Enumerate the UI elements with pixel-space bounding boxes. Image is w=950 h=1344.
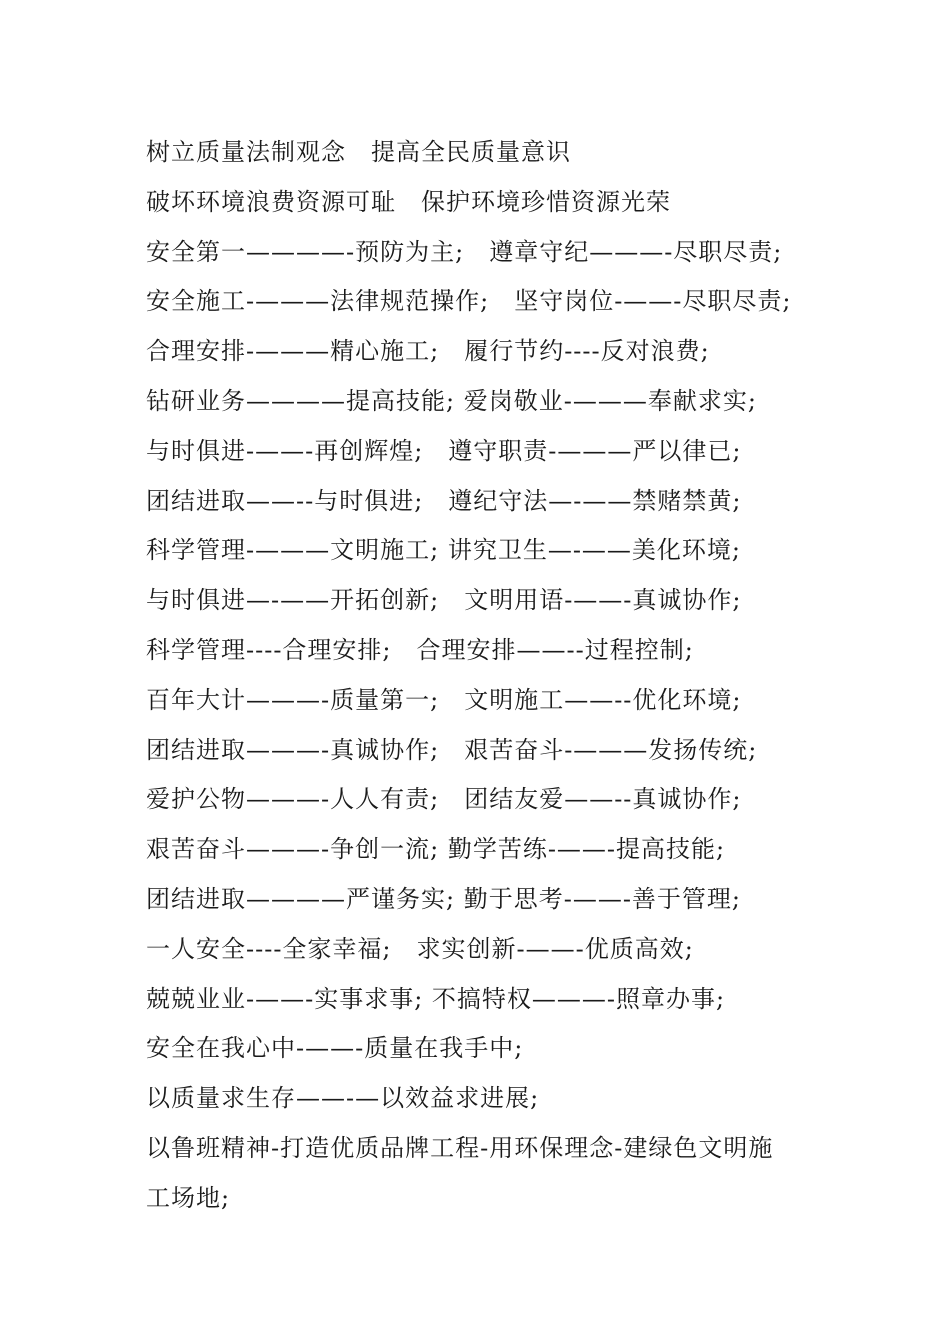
text-line: 安全施工-———法律规范操作; 坚守岗位-——-尽职尽责; bbox=[146, 287, 792, 316]
text-line: 兢兢业业-——-实事求事; 不搞特权———-照章办事; bbox=[146, 984, 726, 1013]
text-line: 与时俱进—-——开拓创新; 文明用语-——-真诚协作; bbox=[146, 586, 742, 615]
text-line: 科学管理-———文明施工; 讲究卫生—-——美化环境; bbox=[146, 536, 742, 565]
text-line: 树立质量法制观念 提高全民质量意识 bbox=[146, 138, 571, 166]
text-line: 爱护公物———-人人有责; 团结友爱——--真诚协作; bbox=[146, 785, 742, 814]
text-line: 工场地; bbox=[146, 1183, 231, 1212]
text-line: 团结进取———-真诚协作; 艰苦奋斗-———发扬传统; bbox=[146, 735, 758, 764]
text-line: 安全第一————-预防为主; 遵章守纪———-尽职尽责; bbox=[146, 237, 783, 266]
text-line: 钻研业务————提高技能; 爱岗敬业-———奉献求实; bbox=[146, 386, 757, 415]
text-line: 合理安排-———精心施工; 履行节约----反对浪费; bbox=[146, 337, 710, 366]
text-line: 以质量求生存——-—以效益求进展; bbox=[146, 1084, 540, 1113]
text-line: 艰苦奋斗———-争创一流; 勤学苦练-——-提高技能; bbox=[146, 835, 726, 864]
text-line: 科学管理----合理安排; 合理安排——--过程控制; bbox=[146, 635, 694, 664]
text-line: 百年大计———-质量第一; 文明施工——--优化环境; bbox=[146, 685, 742, 714]
text-line: 团结进取————严谨务实; 勤于思考-——-善于管理; bbox=[146, 884, 742, 913]
text-line: 破坏环境浪费资源可耻 保护环境珍惜资源光荣 bbox=[146, 187, 671, 216]
text-line: 与时俱进-——-再创辉煌; 遵守职责-———严以律已; bbox=[146, 436, 742, 465]
text-line: 团结进取——--与时俱进; 遵纪守法—-——禁赌禁黄; bbox=[146, 486, 742, 515]
text-line: 以鲁班精神-打造优质品牌工程-用环保理念-建绿色文明施 bbox=[146, 1133, 774, 1162]
slogan-text-block bbox=[146, 128, 826, 1224]
text-line: 一人安全----全家幸福; 求实创新-——-优质高效; bbox=[146, 934, 694, 963]
text-line: 安全在我心中-——-质量在我手中; bbox=[146, 1034, 524, 1063]
